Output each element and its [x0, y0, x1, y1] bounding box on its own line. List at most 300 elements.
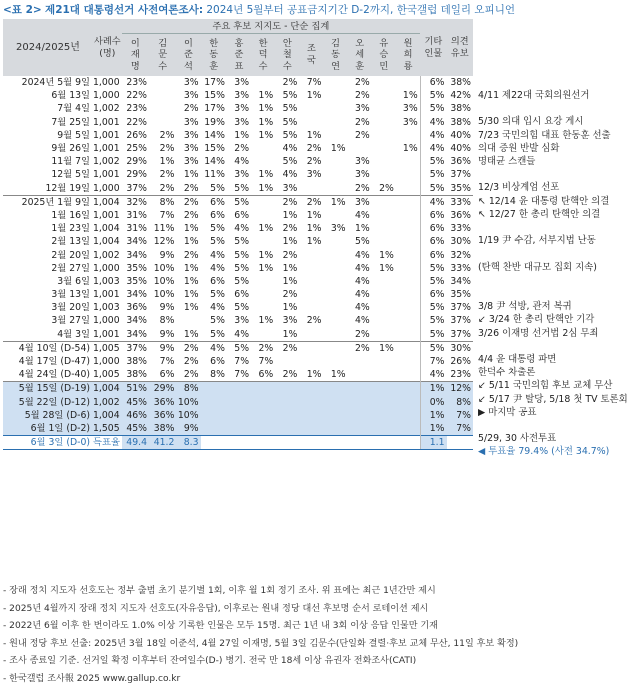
row-value: 35%: [122, 262, 149, 275]
row-value: [396, 422, 420, 436]
table-row: [3, 409, 473, 422]
row-value: [396, 368, 420, 382]
row-value: 6%: [201, 275, 227, 288]
row-value: 2%: [176, 355, 200, 368]
row-value: [176, 314, 200, 327]
row-value: [251, 409, 275, 422]
row-value: 1%: [299, 235, 323, 248]
row-value: 1%: [372, 262, 396, 275]
row-value: [372, 235, 396, 248]
row-value: [201, 436, 227, 450]
row-value: 35%: [447, 182, 474, 196]
row-value: 4%: [420, 195, 446, 209]
row-date: 12월 19일: [3, 182, 93, 196]
row-value: 1%: [299, 89, 323, 102]
event-note: 3/26 이재명 선거법 2심 무죄: [478, 325, 598, 339]
row-value: 1%: [251, 314, 275, 327]
row-value: 7%: [447, 422, 474, 436]
row-value: [201, 382, 227, 396]
row-value: 9%: [176, 422, 200, 436]
row-value: 2%: [149, 142, 176, 155]
row-value: 1%: [176, 328, 200, 342]
event-note: 4/4 윤 대통령 파면: [478, 351, 556, 365]
row-value: 22%: [122, 116, 149, 129]
event-note: ▶ 마지막 공표: [478, 404, 536, 418]
event-note: ↙ 3/24 한 총리 탄핵안 기각: [478, 311, 594, 325]
row-sample: 1,005: [93, 341, 122, 355]
row-value: [372, 89, 396, 102]
table-row: [3, 422, 473, 436]
row-value: 5%: [420, 314, 446, 327]
event-note: 7/23 국민의힘 대표 한동훈 선출: [478, 127, 611, 141]
row-value: 2%: [348, 341, 372, 355]
row-value: 9%: [149, 248, 176, 261]
table-row: [3, 102, 473, 115]
row-value: [275, 382, 299, 396]
row-value: 14%: [201, 155, 227, 168]
table-row: [3, 76, 473, 89]
row-value: 1%: [420, 422, 446, 436]
row-value: 7%: [149, 355, 176, 368]
row-value: 37%: [447, 301, 474, 314]
event-note: 1/19 尹 수감, 서부지법 난동: [478, 232, 596, 246]
table-row: [3, 382, 473, 396]
row-value: 2%: [176, 341, 200, 355]
row-value: [251, 382, 275, 396]
row-value: 2%: [299, 142, 323, 155]
row-sample: 1,000: [93, 262, 122, 275]
row-date: 9월 5일: [3, 129, 93, 142]
row-value: [323, 76, 347, 89]
candidate-header: 이 준 석: [176, 34, 200, 77]
row-value: 2%: [348, 328, 372, 342]
row-value: 6%: [420, 209, 446, 222]
event-note: ↙ 5/11 국민의힘 후보 교체 무산: [478, 377, 612, 391]
row-value: 30%: [447, 235, 474, 248]
row-value: 34%: [122, 328, 149, 342]
row-value: 2%: [176, 102, 200, 115]
row-value: 45%: [122, 396, 149, 409]
row-date: 3월 13일: [3, 288, 93, 301]
row-value: 38%: [122, 355, 149, 368]
row-value: 3%: [176, 142, 200, 155]
row-value: [299, 102, 323, 115]
row-value: 8.3: [176, 436, 200, 450]
row-value: 1%: [251, 168, 275, 181]
row-value: 32%: [447, 248, 474, 261]
row-value: [323, 314, 347, 327]
row-value: [372, 129, 396, 142]
row-date: 5월 28일 (D-6): [3, 409, 93, 422]
row-value: 5%: [227, 195, 251, 209]
event-note: ◀ 투표율 79.4% (사전 34.7%): [478, 443, 609, 457]
row-value: [323, 396, 347, 409]
row-value: [149, 76, 176, 89]
row-value: 6%: [227, 288, 251, 301]
row-value: 37%: [447, 168, 474, 181]
row-value: 26%: [122, 129, 149, 142]
row-date: 12월 5일: [3, 168, 93, 181]
row-value: 7%: [251, 355, 275, 368]
row-value: 1%: [372, 341, 396, 355]
row-value: 1%: [299, 368, 323, 382]
row-value: 2%: [348, 129, 372, 142]
row-value: [396, 235, 420, 248]
event-note: 3/8 尹 석방, 관저 복귀: [478, 298, 572, 312]
row-value: 5%: [420, 301, 446, 314]
row-value: 3%: [176, 155, 200, 168]
row-value: 1%: [251, 129, 275, 142]
row-value: [396, 328, 420, 342]
row-sample: 1,001: [93, 209, 122, 222]
row-value: 3%: [176, 76, 200, 89]
row-value: [323, 116, 347, 129]
row-value: [251, 436, 275, 450]
row-date: 3월 27일: [3, 314, 93, 327]
row-value: 5%: [420, 328, 446, 342]
row-sample: 1,001: [93, 142, 122, 155]
row-value: [348, 355, 372, 368]
row-value: 3%: [227, 116, 251, 129]
row-value: 7%: [149, 209, 176, 222]
row-value: 3%: [227, 76, 251, 89]
other-header: 기타 인물: [420, 19, 446, 76]
row-value: 2%: [299, 155, 323, 168]
row-value: 12%: [149, 235, 176, 248]
event-note: (탄핵 찬반 대규모 집회 지속): [478, 259, 597, 273]
row-sample: 1,001: [93, 116, 122, 129]
row-value: [348, 422, 372, 436]
event-note: ↖ 12/27 한 총리 탄핵안 의결: [478, 206, 600, 220]
row-value: 4%: [420, 129, 446, 142]
row-value: [372, 222, 396, 235]
row-value: [227, 409, 251, 422]
table-row: [3, 301, 473, 314]
row-value: [323, 355, 347, 368]
row-value: 4%: [348, 275, 372, 288]
row-value: 46%: [122, 409, 149, 422]
row-value: 1%: [420, 382, 446, 396]
row-value: [251, 235, 275, 248]
row-value: [372, 355, 396, 368]
row-value: [372, 142, 396, 155]
table-row: [3, 182, 473, 196]
row-value: 6%: [420, 222, 446, 235]
row-value: 31%: [122, 222, 149, 235]
row-value: 2%: [149, 168, 176, 181]
row-value: 9%: [149, 301, 176, 314]
candidate-header: 이 재 명: [122, 34, 149, 77]
row-value: 4%: [227, 328, 251, 342]
table-row: [3, 116, 473, 129]
row-value: [251, 155, 275, 168]
row-value: 4%: [420, 116, 446, 129]
row-value: [323, 409, 347, 422]
table-row: [3, 235, 473, 248]
row-value: [372, 368, 396, 382]
row-value: 34%: [122, 248, 149, 261]
row-value: 6%: [201, 209, 227, 222]
row-value: 4%: [420, 368, 446, 382]
row-value: [348, 382, 372, 396]
row-value: 4%: [348, 288, 372, 301]
table-row: [3, 89, 473, 102]
row-value: 2%: [275, 248, 299, 261]
row-value: [372, 76, 396, 89]
event-note: 5/29, 30 사전투표: [478, 430, 556, 444]
row-value: 5%: [201, 288, 227, 301]
row-date: 6월 3일 (D-0): [3, 436, 93, 450]
row-value: 1%: [275, 301, 299, 314]
row-value: [348, 396, 372, 409]
row-value: [372, 314, 396, 327]
row-value: [396, 182, 420, 196]
footnote-line: - 조사 종료일 기준. 선거일 확정 이후부터 잔여일수(D-) 병기. 전국 만 18세 이상 유권자 전화조사(CATI): [3, 653, 518, 671]
row-value: 10%: [176, 396, 200, 409]
row-date: 2024년 5월 9일: [3, 76, 93, 89]
row-value: [396, 409, 420, 422]
row-value: 5%: [227, 275, 251, 288]
row-value: [275, 355, 299, 368]
row-value: 36%: [122, 301, 149, 314]
row-value: [372, 275, 396, 288]
row-value: 6%: [251, 368, 275, 382]
row-value: 5%: [275, 89, 299, 102]
row-value: 2%: [348, 116, 372, 129]
row-value: 38%: [447, 76, 474, 89]
footnotes: [3, 583, 518, 688]
row-value: 4%: [201, 262, 227, 275]
row-value: 6%: [420, 248, 446, 261]
row-value: 2%: [348, 76, 372, 89]
row-value: 3%: [396, 102, 420, 115]
row-value: 7%: [299, 76, 323, 89]
row-value: 45%: [122, 422, 149, 436]
row-value: [251, 76, 275, 89]
table-row: [3, 396, 473, 409]
row-value: 1%: [299, 222, 323, 235]
row-value: 34%: [122, 235, 149, 248]
row-value: 3%: [227, 168, 251, 181]
row-value: 41.2: [149, 436, 176, 450]
candidate-header: 김 문 수: [149, 34, 176, 77]
row-value: 1%: [323, 142, 347, 155]
row-value: [372, 436, 396, 450]
row-value: 34%: [122, 314, 149, 327]
table-row: [3, 142, 473, 155]
candidate-header: 김 동 연: [323, 34, 347, 77]
row-value: 3%: [176, 89, 200, 102]
row-value: 7%: [447, 409, 474, 422]
row-value: 5%: [420, 155, 446, 168]
row-value: 7%: [227, 355, 251, 368]
row-value: 5%: [201, 182, 227, 196]
row-value: 2%: [176, 248, 200, 261]
row-sample: 1,001: [93, 168, 122, 181]
row-date: 4월 17일 (D-47): [3, 355, 93, 368]
row-value: 1%: [420, 409, 446, 422]
table-row: [3, 275, 473, 288]
row-value: 1%: [251, 102, 275, 115]
row-value: [275, 396, 299, 409]
row-value: [396, 76, 420, 89]
row-value: 1%: [251, 182, 275, 196]
row-value: [251, 422, 275, 436]
row-value: 5%: [420, 275, 446, 288]
footnote-line: - 원내 정당 후보 선출: 2025년 3월 18일 이준석, 4월 27일 이재명, 5월 3일 김문수(단일화 결렬·후보 교체 무산, 11일 후보 확정): [3, 636, 518, 654]
row-value: 2%: [275, 288, 299, 301]
row-date: 9월 26일: [3, 142, 93, 155]
footnote-line: - 2022년 6월 이후 한 번이라도 1.0% 이상 기록한 인물은 모두 15명. 최근 1년 내 3회 이상 응답 인물만 기재: [3, 618, 518, 636]
row-value: 2%: [372, 182, 396, 196]
row-sample: 1,505: [93, 422, 122, 436]
row-value: 3%: [348, 155, 372, 168]
row-value: 37%: [447, 328, 474, 342]
row-date: 4월 3일: [3, 328, 93, 342]
row-value: 1%: [176, 301, 200, 314]
row-value: 40%: [447, 129, 474, 142]
row-value: 1%: [275, 262, 299, 275]
row-value: [299, 275, 323, 288]
row-value: [323, 168, 347, 181]
row-value: 1%: [251, 116, 275, 129]
table-row: [3, 355, 473, 368]
row-value: 4%: [348, 301, 372, 314]
row-value: 40%: [447, 142, 474, 155]
row-value: [299, 409, 323, 422]
row-value: 2%: [176, 209, 200, 222]
row-value: 5%: [275, 129, 299, 142]
row-value: 23%: [122, 102, 149, 115]
row-value: 14%: [201, 129, 227, 142]
row-value: 5%: [201, 222, 227, 235]
row-value: 3%: [176, 116, 200, 129]
row-value: 1%: [323, 195, 347, 209]
row-value: [299, 436, 323, 450]
row-value: 35%: [122, 275, 149, 288]
row-value: 8%: [149, 314, 176, 327]
row-value: 3%: [227, 102, 251, 115]
candidate-header: 오 세 훈: [348, 34, 372, 77]
candidate-header: 한 덕 수: [251, 34, 275, 77]
row-value: [275, 422, 299, 436]
row-value: 2%: [275, 195, 299, 209]
row-value: [396, 288, 420, 301]
row-value: 5%: [227, 341, 251, 355]
row-value: 26%: [447, 355, 474, 368]
row-value: 1%: [372, 248, 396, 261]
row-value: [299, 288, 323, 301]
row-value: 37%: [122, 182, 149, 196]
row-value: [299, 262, 323, 275]
row-date: 7월 25일: [3, 116, 93, 129]
row-value: 8%: [176, 382, 200, 396]
table-row: [3, 129, 473, 142]
period-header: 2024/2025년: [3, 19, 93, 76]
row-value: 36%: [149, 409, 176, 422]
row-sample: 1,000: [93, 182, 122, 196]
row-value: 2%: [348, 89, 372, 102]
row-value: [323, 129, 347, 142]
table-row: [3, 368, 473, 382]
row-value: 38%: [149, 422, 176, 436]
row-value: 37%: [447, 314, 474, 327]
table-row: [3, 168, 473, 181]
row-value: 38%: [122, 368, 149, 382]
row-value: 2%: [299, 314, 323, 327]
row-value: 1%: [176, 288, 200, 301]
row-value: [323, 89, 347, 102]
row-value: 3%: [323, 222, 347, 235]
row-value: 4%: [420, 142, 446, 155]
table-row: [3, 222, 473, 235]
row-value: 0%: [420, 396, 446, 409]
row-value: [251, 195, 275, 209]
row-value: 1%: [251, 262, 275, 275]
row-value: 5%: [420, 102, 446, 115]
row-value: 32%: [122, 195, 149, 209]
poll-rows: [3, 76, 473, 450]
row-value: 1%: [176, 222, 200, 235]
row-value: [275, 409, 299, 422]
row-value: 1%: [275, 328, 299, 342]
row-value: 1%: [176, 262, 200, 275]
row-value: 11%: [201, 168, 227, 181]
row-value: 1%: [299, 129, 323, 142]
row-value: 2%: [251, 341, 275, 355]
row-value: 34%: [122, 288, 149, 301]
row-value: 15%: [201, 89, 227, 102]
row-value: [323, 436, 347, 450]
row-value: [372, 209, 396, 222]
row-value: [251, 396, 275, 409]
row-sample: 1,000: [93, 76, 122, 89]
row-value: 6%: [420, 288, 446, 301]
row-value: 5%: [420, 168, 446, 181]
row-value: [396, 341, 420, 355]
row-value: 51%: [122, 382, 149, 396]
row-value: [251, 275, 275, 288]
row-value: 5%: [227, 248, 251, 261]
row-value: 37%: [122, 341, 149, 355]
row-value: 2%: [299, 195, 323, 209]
row-value: 1%: [275, 235, 299, 248]
row-date: 3월 20일: [3, 301, 93, 314]
row-value: 33%: [447, 262, 474, 275]
table-row: [3, 262, 473, 275]
row-value: [396, 355, 420, 368]
row-value: 5%: [275, 102, 299, 115]
row-value: 11%: [149, 222, 176, 235]
row-date: 1월 16일: [3, 209, 93, 222]
row-value: 29%: [122, 168, 149, 181]
row-sample: 1,001: [93, 288, 122, 301]
row-value: 5%: [420, 341, 446, 355]
row-date: 2월 13일: [3, 235, 93, 248]
row-value: [323, 341, 347, 355]
row-value: 19%: [201, 116, 227, 129]
event-note: 명태균 스캔들: [478, 153, 535, 167]
row-value: 7%: [227, 368, 251, 382]
row-sample: 1,001: [93, 328, 122, 342]
row-value: 5%: [201, 314, 227, 327]
row-value: 15%: [201, 142, 227, 155]
event-notes: [475, 19, 643, 579]
row-value: [396, 396, 420, 409]
row-value: [323, 182, 347, 196]
row-value: 42%: [447, 89, 474, 102]
row-value: [201, 409, 227, 422]
